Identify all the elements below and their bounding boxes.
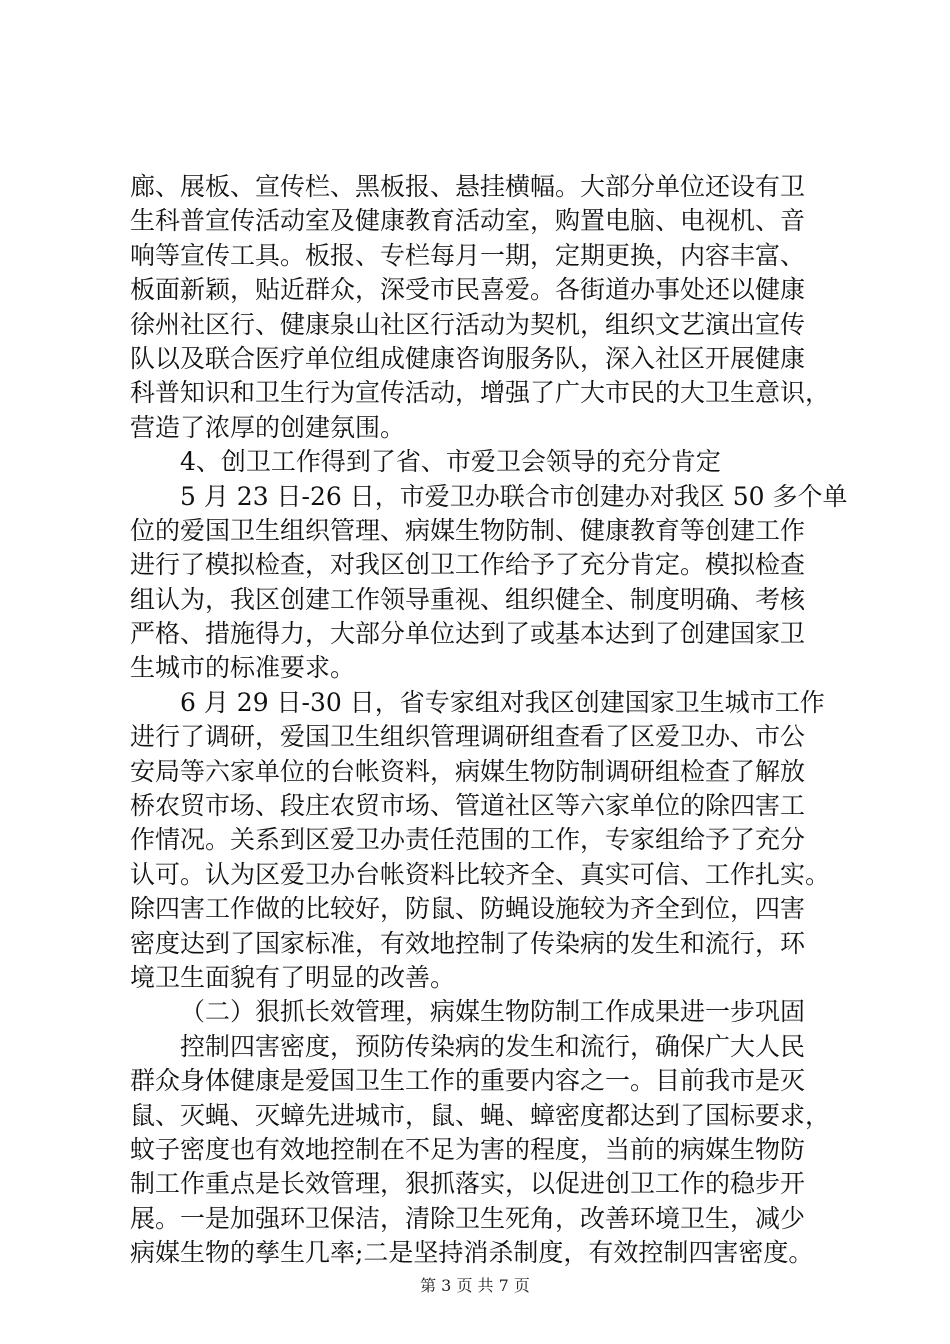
text-line: 营造了浓厚的创建氛围。 bbox=[130, 412, 406, 442]
text-line: 展。一是加强环卫保洁，清除卫生死角，改善环境卫生，减少 bbox=[130, 1203, 806, 1233]
text-line: 徐州社区行、健康泉山社区行活动为契机，组织文艺演出宣传 bbox=[130, 309, 806, 339]
text-line: 廊、展板、宣传栏、黑板报、悬挂横幅。大部分单位还设有卫 bbox=[130, 172, 806, 201]
page-number-footer: 第 3 页 共 7 页 bbox=[420, 1276, 530, 1295]
text-line: 严格、措施得力，大部分单位达到了或基本达到了创建国家卫 bbox=[130, 619, 806, 649]
text-line: 位的爱国卫生组织管理、病媒生物防制、健康教育等创建工作 bbox=[130, 515, 806, 545]
text-line: 响等宣传工具。板报、专栏每月一期，定期更换，内容丰富、 bbox=[130, 240, 806, 270]
text-line: 进行了调研，爱国卫生组织管理调研组查看了区爱卫办、市公 bbox=[130, 722, 806, 752]
text-line: 认可。认为区爱卫办台帐资料比较齐全、真实可信、工作扎实。 bbox=[130, 859, 831, 889]
text-line: （二）狠抓长效管理，病媒生物防制工作成果进一步巩固 bbox=[180, 997, 806, 1027]
text-line: 作情况。关系到区爱卫办责任范围的工作，专家组给予了充分 bbox=[130, 825, 806, 855]
text-line: 生城市的标准要求。 bbox=[130, 653, 356, 683]
text-line: 板面新颖，贴近群众，深受市民喜爱。各街道办事处还以健康 bbox=[130, 275, 806, 305]
document-body bbox=[130, 170, 848, 1271]
text-line: 生科普宣传活动室及健康教育活动室，购置电脑、电视机、音 bbox=[130, 206, 806, 236]
text-line: 进行了模拟检查，对我区创卫工作给予了充分肯定。模拟检查 bbox=[130, 550, 806, 580]
text-line: 4、创卫工作得到了省、市爱卫会领导的充分肯定 bbox=[180, 447, 721, 477]
text-line: 制工作重点是长效管理，狠抓落实，以促进创卫工作的稳步开 bbox=[130, 1169, 806, 1199]
text-line: 队以及联合医疗单位组成健康咨询服务队，深入社区开展健康 bbox=[130, 343, 806, 373]
text-line: 桥农贸市场、段庄农贸市场、管道社区等六家单位的除四害工 bbox=[130, 791, 806, 821]
text-line: 6 月 29 日-30 日，省专家组对我区创建国家卫生城市工作 bbox=[180, 687, 825, 717]
text-line: 蚊子密度也有效地控制在不足为害的程度，当前的病媒生物防 bbox=[130, 1134, 806, 1164]
text-line: 5 月 23 日-26 日，市爱卫办联合市创建办对我区 50 多个单 bbox=[180, 481, 848, 511]
text-line: 病媒生物的孳生几率;二是坚持消杀制度，有效控制四害密度。 bbox=[130, 1238, 814, 1268]
text-line: 群众身体健康是爱国卫生工作的重要内容之一。目前我市是灭 bbox=[130, 1066, 806, 1096]
text-line: 密度达到了国家标准，有效地控制了传染病的发生和流行，环 bbox=[130, 928, 806, 958]
text-line: 安局等六家单位的台帐资料，病媒生物防制调研组检查了解放 bbox=[130, 756, 806, 786]
text-line: 除四害工作做的比较好，防鼠、防蝇设施较为齐全到位，四害 bbox=[130, 894, 806, 924]
text-line: 科普知识和卫生行为宣传活动，增强了广大市民的大卫生意识， bbox=[130, 378, 831, 408]
text-line: 组认为，我区创建工作领导重视、组织健全、制度明确、考核 bbox=[130, 584, 806, 614]
text-line: 鼠、灭蝇、灭蟑先进城市，鼠、蝇、蟑密度都达到了国标要求， bbox=[130, 1100, 831, 1130]
text-line: 境卫生面貌有了明显的改善。 bbox=[130, 962, 456, 992]
text-line: 控制四害密度，预防传染病的发生和流行，确保广大人民 bbox=[180, 1031, 806, 1061]
